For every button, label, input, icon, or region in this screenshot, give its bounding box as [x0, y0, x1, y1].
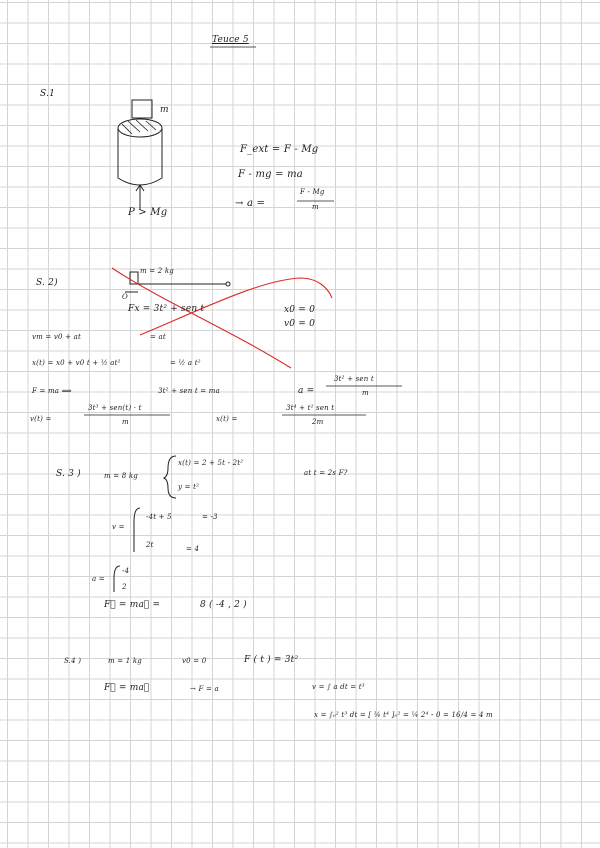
s3-v1: -4t + 5: [146, 513, 172, 521]
s2-line1: vm = v0 + at: [32, 333, 82, 341]
page-title: Teuce 5: [212, 35, 249, 45]
s3-F: F⃗ = ma⃗ =: [104, 600, 161, 610]
s3-mass: m = 8 kg: [104, 472, 138, 480]
s2-line3: F = ma ⟹: [32, 387, 72, 395]
s2-axis-end: [226, 282, 230, 286]
s2-line3b: 3t² + sen t = ma: [158, 387, 220, 395]
s2-line2: x(t) = x0 + v0 t + ½ at²: [32, 359, 121, 367]
s2-line4-num: 3t³ + sen(t) · t: [88, 404, 142, 412]
s1-eq3-den: m: [312, 203, 319, 211]
s4-F: F⃗ = ma⃗: [104, 683, 150, 693]
s1-eq3-num: F - Mg: [300, 188, 325, 196]
s2-block: [130, 272, 138, 284]
s1-label: S.1: [40, 89, 56, 99]
cylinder-sketch: [118, 100, 162, 210]
s3-a: a =: [92, 575, 105, 583]
s2-line3c-den: m: [362, 389, 369, 397]
s3-sys1: x(t) = 2 + 5t - 2t²: [178, 459, 244, 467]
s2-axis-sketch: [125, 272, 230, 292]
s3-v2b: = 4: [186, 545, 200, 553]
s3-v1b: = -3: [202, 513, 218, 521]
s2-line4b-num: 3t⁴ + t² sen t: [286, 404, 335, 412]
s2-label: S. 2): [36, 278, 58, 288]
s4-label: S.4 ): [64, 657, 82, 665]
s4-F2: → F = a: [190, 685, 219, 693]
cylinder-hatching: [122, 120, 156, 134]
s3-a2: 2: [122, 583, 127, 591]
s4-mass: m = 1 kg: [108, 657, 142, 665]
red-strike-1: [112, 268, 291, 368]
brace-velocity: [134, 508, 140, 552]
s2-force: Fx = 3t² + sen t: [128, 304, 205, 314]
s1-eq2: F - mg = ma: [238, 169, 303, 180]
s4-v0: v0 = 0: [182, 657, 207, 665]
s3-a1: -4: [122, 567, 130, 575]
s1-mass-label: m: [160, 105, 169, 115]
s2-line3c: a =: [298, 386, 315, 396]
s2-line4b: x(t) =: [216, 415, 238, 423]
s2-mass-label: m = 2 kg: [140, 267, 174, 275]
s2-origin: O: [122, 293, 128, 301]
s3-sys2: y = t²: [178, 483, 200, 491]
s2-line4: v(t) =: [30, 415, 52, 423]
s1-force-label: P > Mg: [128, 207, 168, 218]
s2-x0: x0 = 0: [284, 305, 315, 315]
s1-eq3-lhs: → a =: [235, 198, 266, 209]
s2-line3c-num: 3t² + sen t: [334, 375, 374, 383]
red-strikes: [112, 268, 332, 368]
s2-line4-den: m: [122, 418, 129, 426]
s2-line2b: = ½ a t²: [170, 359, 201, 367]
s3-v: v =: [112, 523, 125, 531]
s3-at: at t = 2s F?: [304, 469, 348, 477]
s1-eq1: F_ext = F - Mg: [240, 144, 319, 155]
brace-accel: [114, 566, 120, 592]
s4-Ft: F ( t ) = 3t²: [244, 655, 299, 665]
s3-label: S. 3 ): [56, 469, 81, 479]
s3-v2: 2t: [146, 541, 154, 549]
small-mass-block: [132, 100, 152, 118]
s3-F-value: 8 ( -4 , 2 ): [200, 600, 247, 610]
s2-line4b-den: 2m: [312, 418, 324, 426]
s4-v: v = ∫ a dt = t³: [312, 683, 365, 691]
s2-line1b: = at: [150, 333, 166, 341]
brace-system: [164, 456, 176, 498]
cylinder-top: [118, 119, 162, 137]
s4-x: x = ∫₀² t³ dt = [ ¼ t⁴ ]₀² = ¼ 2⁴ - 0 = 16/4 = 4 m: [314, 711, 493, 719]
s2-v0: v0 = 0: [284, 319, 315, 329]
